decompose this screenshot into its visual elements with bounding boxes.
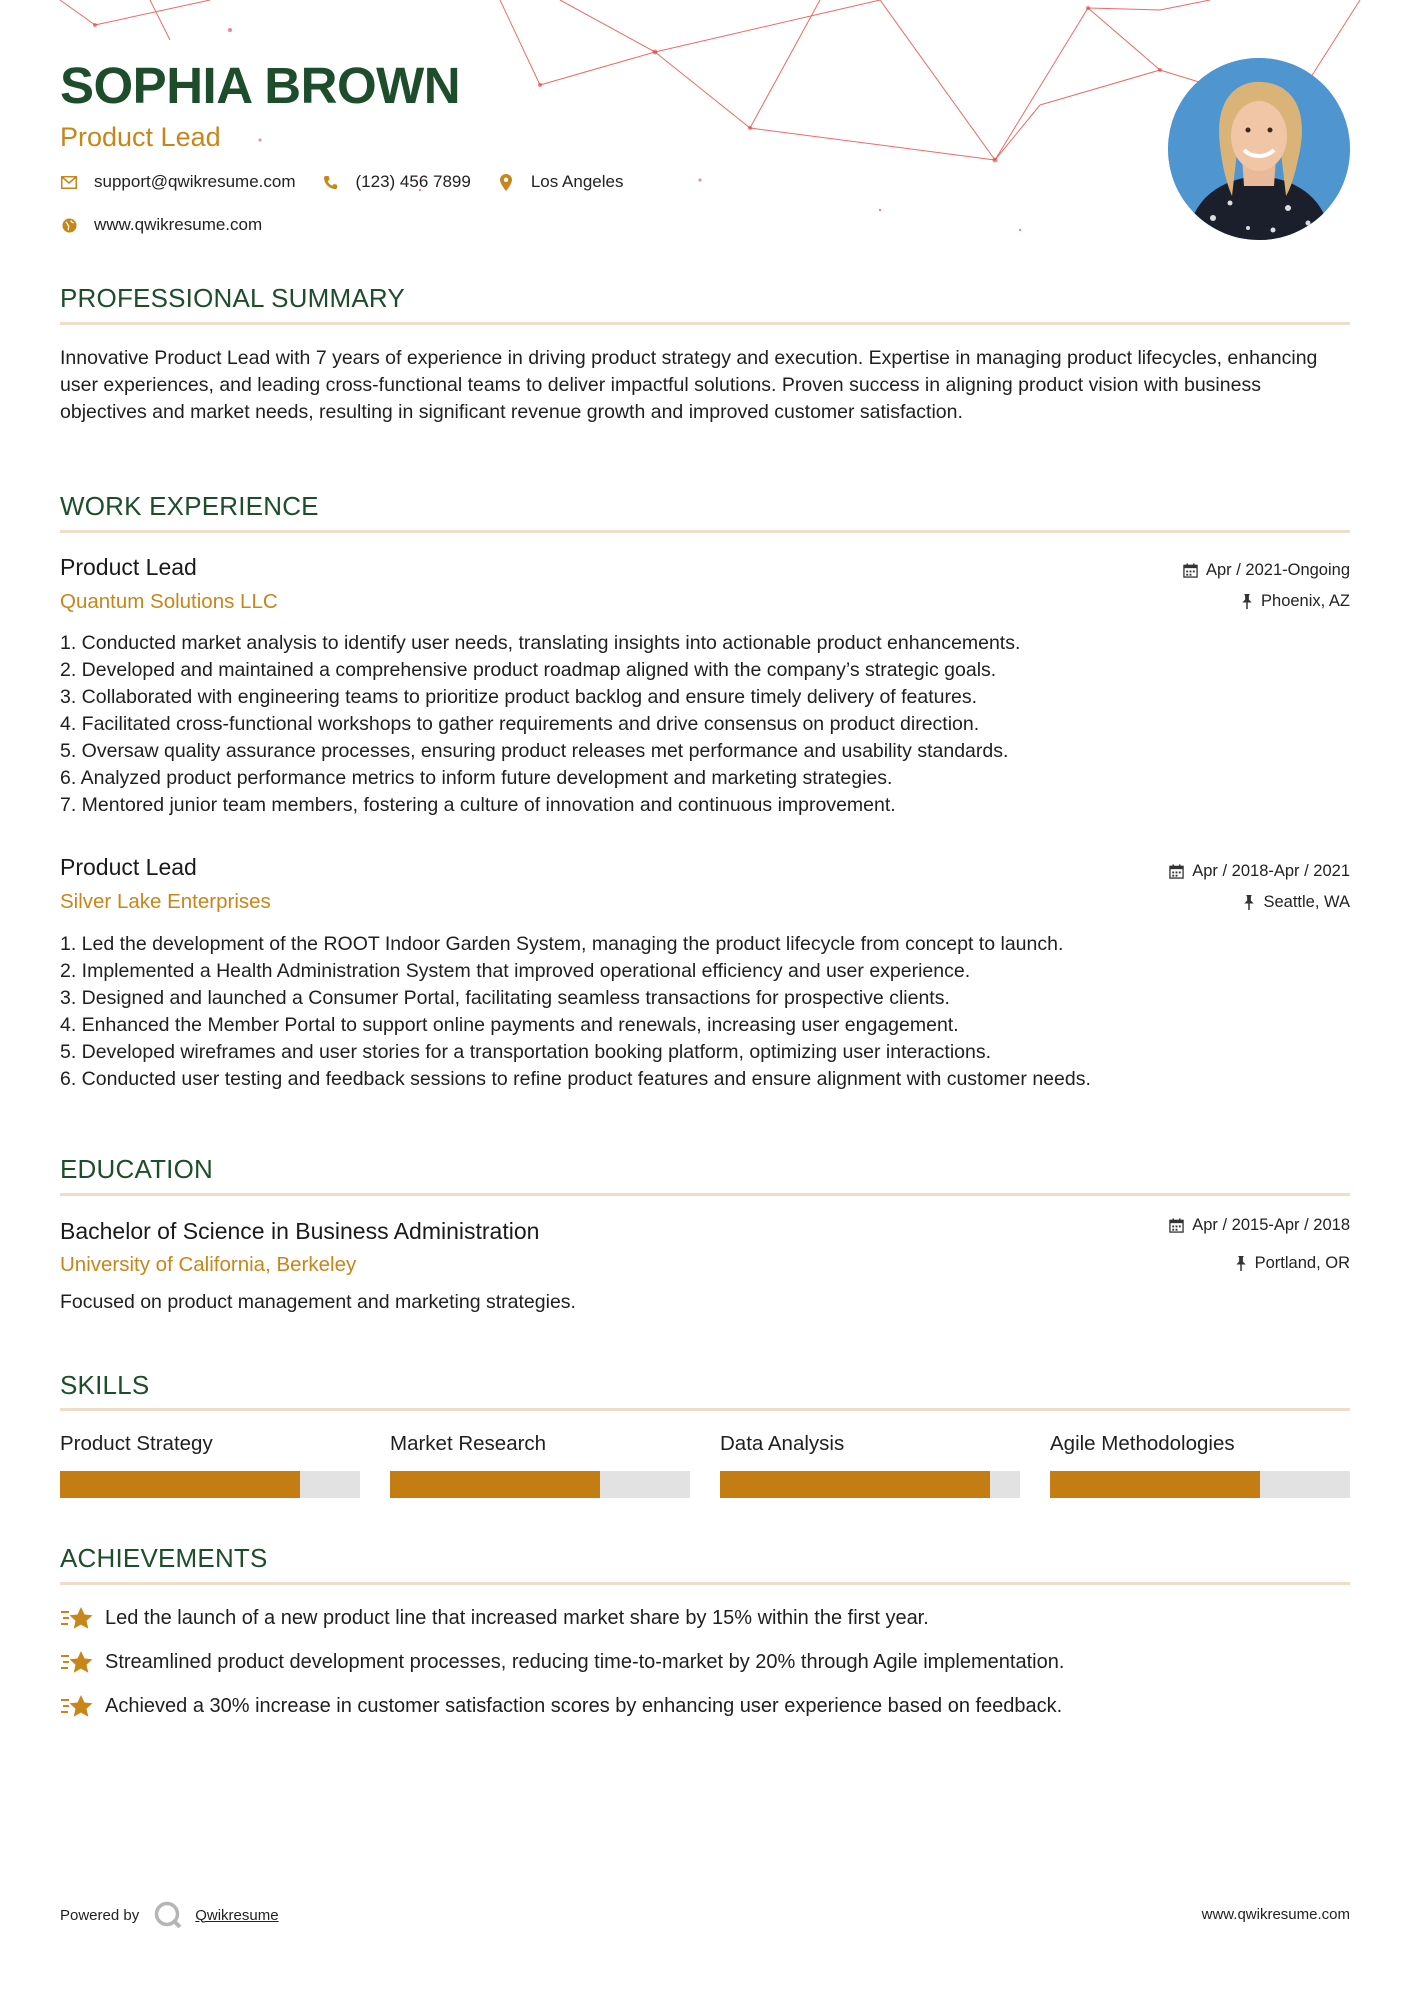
skill-label: Data Analysis	[720, 1432, 845, 1455]
section-title-experience: WORK EXPERIENCE	[60, 491, 319, 521]
contact-phone-text: (123) 456 7899	[355, 172, 471, 191]
calendar-icon	[1169, 864, 1184, 879]
summary-text: Innovative Product Lead with 7 years of experience in driving product strategy and execution. Expertise in managing product lifecycles, enhancing user experiences, and leading cross-functional teams to deliver impactful solutions. Proven success in aligning product vision with business objectives and market needs, resulting in significant revenue growth and improved customer satisfaction.	[60, 347, 1318, 423]
education-description: Focused on product management and marketing strategies.	[60, 1291, 576, 1313]
achievement-text: Achieved a 30% increase in customer satisfaction scores by enhancing user experience based on feedback.	[105, 1694, 1063, 1717]
education-dates-text: Apr / 2015-Apr / 2018	[1192, 1216, 1350, 1234]
job-responsibilities	[60, 931, 1091, 1093]
skill-bar-track	[390, 1471, 690, 1498]
job-location	[1243, 893, 1350, 912]
candidate-name: SOPHIA BROWN	[60, 57, 461, 114]
pushpin-icon	[1235, 1256, 1247, 1271]
calendar-icon	[1169, 1218, 1184, 1233]
envelope-icon	[60, 173, 78, 191]
achievement-item	[60, 1692, 1062, 1720]
education-degree: Bachelor of Science in Business Administration	[60, 1218, 540, 1244]
star-badge-icon	[60, 1604, 94, 1632]
list-item: 2. Developed and maintained a comprehensive product roadmap aligned with the company’s strategic goals.	[60, 659, 997, 681]
section-divider	[60, 530, 1350, 533]
contact-website-text: www.qwikresume.com	[94, 215, 263, 234]
skill-label: Agile Methodologies	[1050, 1432, 1235, 1455]
job-dates	[1169, 862, 1350, 881]
contact-email-text: support@qwikresume.com	[94, 172, 296, 191]
skill-label: Product Strategy	[60, 1432, 213, 1455]
job-location-text: Phoenix, AZ	[1261, 592, 1350, 610]
job-title: Product Lead	[60, 854, 197, 880]
contact-email[interactable]	[60, 172, 296, 192]
education-location	[1235, 1254, 1350, 1273]
globe-icon	[60, 216, 78, 234]
contact-location-text: Los Angeles	[530, 172, 624, 191]
section-title-achievements: ACHIEVEMENTS	[60, 1543, 268, 1573]
section-divider	[60, 1408, 1350, 1411]
star-badge-icon	[60, 1692, 94, 1720]
star-badge-icon	[60, 1648, 94, 1676]
list-item: 1. Conducted market analysis to identify user needs, translating insights into actionable product enhancements.	[60, 632, 1021, 654]
calendar-icon	[1183, 563, 1198, 578]
skill-bar-track	[1050, 1471, 1350, 1498]
skill-label: Market Research	[390, 1432, 547, 1455]
section-divider	[60, 322, 1350, 325]
list-item: 6. Analyzed product performance metrics to inform future development and marketing strategies.	[60, 767, 893, 789]
skill-item	[390, 1432, 690, 1456]
achievement-item	[60, 1604, 929, 1632]
phone-icon	[322, 173, 340, 191]
pushpin-icon	[1243, 895, 1255, 910]
contact-website[interactable]	[60, 215, 262, 235]
skill-item	[720, 1432, 1020, 1456]
job-dates-text: Apr / 2021-Ongoing	[1205, 561, 1350, 579]
footer-website[interactable]: www.qwikresume.com	[1201, 1906, 1350, 1923]
pushpin-icon	[1241, 594, 1253, 609]
contact-row-secondary	[60, 215, 288, 235]
achievement-item	[60, 1648, 1064, 1676]
avatar	[1168, 58, 1350, 240]
list-item: 6. Conducted user testing and feedback sessions to refine product features and ensure alignment with customer needs.	[60, 1068, 1091, 1090]
contact-row-primary	[60, 172, 649, 192]
education-location-text: Portland, OR	[1254, 1254, 1350, 1272]
list-item: 5. Developed wireframes and user stories for a transportation booking platform, optimizing user interactions.	[60, 1041, 992, 1063]
skill-bar-fill	[1050, 1471, 1260, 1498]
brand-link[interactable]: Qwikresume	[195, 1906, 279, 1924]
skill-item	[60, 1432, 360, 1456]
section-divider	[60, 1582, 1350, 1585]
list-item: 3. Collaborated with engineering teams to prioritize product backlog and ensure timely delivery of features.	[60, 686, 977, 708]
section-title-skills: SKILLS	[60, 1370, 150, 1400]
job-company: Silver Lake Enterprises	[60, 890, 271, 913]
job-responsibilities	[60, 630, 1020, 819]
achievement-text: Led the launch of a new product line that increased market share by 15% within the first year.	[105, 1606, 929, 1629]
section-title-education: EDUCATION	[60, 1154, 213, 1184]
achievement-text: Streamlined product development processes, reducing time-to-market by 20% through Agile implementation.	[105, 1650, 1065, 1673]
list-item: 2. Implemented a Health Administration System that improved operational efficiency and user experience.	[60, 960, 971, 982]
powered-by-label: Powered by	[60, 1906, 140, 1924]
section-divider	[60, 1193, 1350, 1196]
section-title-summary: PROFESSIONAL SUMMARY	[60, 283, 405, 313]
job-title: Product Lead	[60, 554, 197, 580]
list-item: 4. Facilitated cross-functional workshops to gather requirements and drive consensus on product direction.	[60, 713, 980, 735]
candidate-role: Product Lead	[60, 122, 221, 152]
job-dates	[1183, 561, 1350, 580]
footer-powered-by	[60, 1900, 279, 1930]
list-item: 3. Designed and launched a Consumer Portal, facilitating seamless transactions for prospective clients.	[60, 987, 950, 1009]
list-item: 7. Mentored junior team members, fostering a culture of innovation and continuous improvement.	[60, 794, 896, 816]
list-item: 5. Oversaw quality assurance processes, ensuring product releases met performance and usability standards.	[60, 740, 1009, 762]
skill-item	[1050, 1432, 1350, 1456]
job-location	[1241, 592, 1350, 611]
job-location-text: Seattle, WA	[1263, 893, 1350, 911]
skill-bar-fill	[720, 1471, 990, 1498]
education-dates	[1169, 1216, 1350, 1235]
skill-bar-track	[60, 1471, 360, 1498]
qwikresume-logo-icon	[153, 1900, 183, 1930]
job-company: Quantum Solutions LLC	[60, 590, 278, 613]
skill-bar-fill	[390, 1471, 600, 1498]
list-item: 4. Enhanced the Member Portal to support online payments and renewals, increasing user engagement.	[60, 1014, 959, 1036]
contact-phone[interactable]	[322, 172, 471, 192]
map-pin-icon	[497, 173, 515, 191]
education-school: University of California, Berkeley	[60, 1253, 357, 1276]
avatar-photo-icon	[1168, 58, 1350, 240]
job-dates-text: Apr / 2018-Apr / 2021	[1192, 862, 1350, 880]
skill-bar-fill	[60, 1471, 300, 1498]
contact-location	[497, 172, 624, 192]
skill-bar-track	[720, 1471, 1020, 1498]
list-item: 1. Led the development of the ROOT Indoor Garden System, managing the product lifecycle from concept to launch.	[60, 933, 1064, 955]
